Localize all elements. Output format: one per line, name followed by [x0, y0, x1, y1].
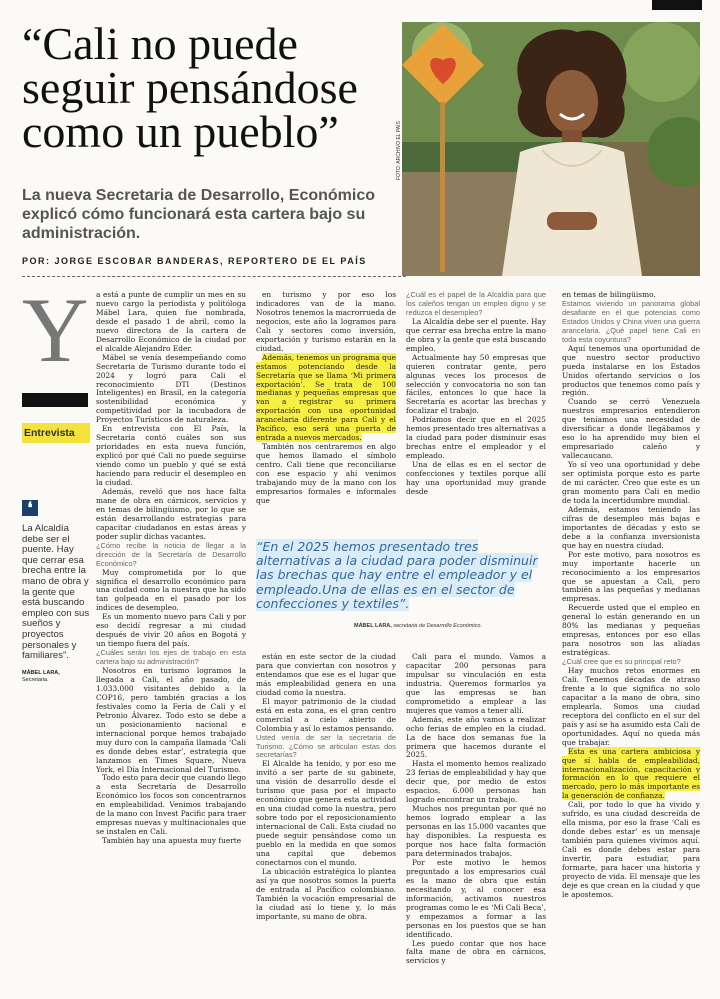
- article-paragraph: Podríamos decir que en el 2025 hemos presentado tres alternativas a la ciudad para poder disminuir esas brechas entre el empleador y el empleado.: [406, 415, 546, 461]
- article-paragraph: están en este sector de la ciudad para que conviertan con nosotros y entendamos que ese es el lugar que más empleabilidad genera en una ciudad como la nuestra.: [256, 652, 396, 697]
- article-paragraph: Yo sí veo una oportunidad y debe ser optimista porque esto es parte de mi carácter. Creo que este es un gran momento para Cali en medio de toda la incertidumbre mundial.: [562, 460, 700, 505]
- pull-quote-name: MÁBEL LARA,: [354, 623, 392, 629]
- article-paragraph: Es un momento nuevo para Cali y por eso decidí regresar a mi ciudad después de vivir 20 años en Bogotá y un tiempo fuera del país.: [96, 612, 246, 649]
- article-paragraph: Recuerde usted que el empleo en general lo están generando en un 80% las medianas y pequeñas empresas, entonces por eso ellas para nosotros son las aliadas estratégicas.: [562, 603, 700, 658]
- article-paragraph: a está a punte de cumplir un mes en su nuevo cargo la periodista y politóloga Mábel Lara, quien fue nombrada, desde el pasado 1 de abril, como la nuevo directora de la cartera de Desarrollo Económico de la ciudad por el alcalde Alejandro Eder.: [96, 290, 246, 353]
- article-paragraph: [256, 354, 396, 444]
- article-paragraph: Además, estamos teniendo las cifras de desempleo más bajas e importantes de décadas y esto se debe a la confianza inversionista que hay en nuestra ciudad.: [562, 504, 700, 550]
- sidebar-attribution: [22, 670, 92, 684]
- portrait-photo: [402, 22, 700, 276]
- article-paragraph: en temas de bilingüismo.: [562, 290, 656, 299]
- article-paragraph: Muy comprometida por lo que significa el desarrollo económico para una ciudad como la nuestra que ha sido tan golpeada en el pasado por los índices de desempleo.: [96, 567, 246, 613]
- article-paragraph: Cali, por todo lo que ha vivido y sufrido, es una ciudad descreída de ella misma, por eso la frase ‘Cali es donde debes estar’ es un mensaje también para quienes vivimos aquí. Cali es donde debes estar para invertir, para estudiar, para formarte, para hacer una historia y proyecto de vida. El mensaje que les deje es que crean en la ciudad y que le apostemos.: [562, 800, 700, 899]
- article-paragraph: Hasta el momento hemos realizado 23 ferias de empleabilidad y hay que decir que, por medio de estos espacios, 6.000 personas han logrado encontrar un trabajo.: [406, 759, 546, 805]
- article-paragraph: Mábel se venía desempeñando como Secretaria de Turismo durante todo el 2024 y logró para Cali el reconocimiento DTI (Destinos Inteligentes) en Brasil, en la categoría sostenibilidad económica y competitividad por la incubadora de Proyectos Turísticos de naturaleza.: [96, 352, 246, 425]
- column-3-bottom: [406, 653, 546, 966]
- article-paragraph: El Alcalde ha tenido, y por eso me invitó a ser parte de su gabinete, una visión de desarrollo desde el turismo que pasa por el impacto económico que genera esta actividad en una ciudad como la nuestra, pero sobre todo por el reposicionamiento internacional de Cali. Esta ciudad no puede seguir pensándose como un pueblo en la medida en que somos una capital que debemos conectarnos con el mundo.: [256, 759, 396, 867]
- article-paragraph: Por este motivo le hemos preguntado a los empresarios cuál es la mano de obra que están necesitando y, al conocer esa información, activamos nuestros programas como le es ‘Mi Cali Beca’, y empezamos a formar a las personas en los puestos que se han identificado.: [406, 857, 546, 939]
- article-paragraph: Una de ellas es en el sector de confecciones y textiles porque allí hay una oportunidad muy grande desde: [406, 460, 546, 496]
- top-bar-decoration: [652, 0, 702, 10]
- pull-quote: [256, 540, 556, 611]
- byline: POR: JORGE ESCOBAR BANDERAS, REPORTERO DE EL PAÍS: [22, 256, 367, 266]
- pull-quote-text: “En el 2025 hemos presentado tres alternativas a la ciudad para poder disminuir las brechas que hay entre el empleador y el empleado.Una de ellas es en el sector de confecciones y textiles”.: [256, 539, 538, 611]
- article-paragraph: [562, 748, 700, 802]
- article-paragraph: La ubicación estratégica lo plantea así ya que nosotros somos la puerta de entrada al Pacífico colombiano. También la vocación empresarial de la ciudad así lo tiene y, lo más importante, su mano de obra.: [256, 866, 396, 921]
- article-paragraph: Además, este año vamos a realizar ocho ferias de empleo en la ciudad. La de hace dos semanas fue la primera que hacemos durante el 2025.: [406, 714, 546, 760]
- highlighted-text: Además, tenemos un programa que estamos potenciando desde la Secretaría que se llama ‘Mi primera exportación’. Se trata de 100 medianas y pequeñas empresas que van a registrar su primera exportación con una oportunidad arancelaria diferente para Cali y el Pacífico, eso será una puerta de entrada a nuevos mercados.: [256, 352, 396, 443]
- interview-question: Usted venía de ser la secretaria de Turismo. ¿Cómo se articulan estas dos secretarías?: [256, 732, 396, 760]
- article-paragraph: Nosotros en turismo logramos la llegada a Cali, el año pasado, de 1.033.000 visitantes debido a la COP16, pero también gracias a los festivales como la Feria de Cali y el Petronio Álvarez. Todo esto se debe a un posicionamiento nacional e internacional porque hemos trabajado muy duro con la campaña llamada ‘Cali es donde debes estar’, estrategia que lanzamos en Times Square, Nueva York, el Día Internacional del Turismo.: [96, 666, 246, 774]
- column-1: [96, 291, 246, 846]
- article-paragraph: Les puedo contar que nos hace falta mane de obra en cárnicos, servicios y: [406, 938, 546, 966]
- article-paragraph: También nos centraremos en algo que hemos llamado el símbolo centro. Cali tiene que reconciliarse con ese espacio y ahí venimos trabajando muy de la mano con los empresarios formales e informales que: [256, 442, 396, 505]
- article-paragraph: También hay una apuesta muy fuerte: [102, 836, 242, 846]
- article-paragraph: Por este motivo, para nosotros es muy importante hacerle un reconocimiento a los empresarios que se apuestan a Cali, pero también a las pequeñas y medianas empresas.: [562, 549, 700, 604]
- sidebar-name: MÁBEL LARA,: [22, 669, 60, 676]
- article-paragraph: Actualmente hay 50 empresas que quieren contratar gente, pero algunas veces los procesos de selección y convocatoria no son tan fáciles, entonces lo que hace la Secretaría es acortar las brechas y focalizar el trabajo.: [406, 352, 546, 416]
- sidebar-quote-box: [22, 500, 92, 684]
- article-paragraph: En entrevista con El País, la Secretaria contó cuáles son sus prioridades en esta nueva función, explicó por qué Cali no puede seguirse viendo como un pueblo y qué se está haciendo para reducir el desempleo en la ciudad.: [96, 424, 246, 488]
- article-paragraph: La Alcaldía debe ser el puente. Hay que cerrar esa brecha entre la mano de obra y la gente que está buscando empleo.: [406, 316, 546, 353]
- interview-question: Estamos viviendo un panorama global desafiante en el que potencias como Estados Unidos y China viven una guerra arancelaria. ¿Qué papel tiene Cali en toda esta coyuntura?: [562, 298, 700, 344]
- deck-subtitle: La nueva Secretaria de Desarrollo, Económico explicó cómo funcionará esta cartera bajo su administración.: [22, 187, 376, 242]
- sidebar-quote: La Alcaldía debe ser el puente. Hay que cerrar esa brecha entre la mano de obra y la gente que está buscando empleo con sus sueños y proyectos personales y familiares”.: [22, 523, 90, 662]
- interview-question: ¿Cuáles serán los ejes de trabajo en esta cartera bajo su administración?: [96, 648, 246, 667]
- pull-quote-attribution: [354, 623, 482, 629]
- section-tag-bar: [22, 393, 88, 407]
- section-tag: Entrevista: [22, 423, 90, 443]
- highlighted-text: Esta es una cartera ambiciosa y que sí habla de empleabilidad, internacionalización, capacitación y formación en lo que requiere el mercado, pero lo más importante es la generación de confianza.: [562, 746, 700, 801]
- sidebar-role: Secretaria.: [22, 676, 49, 683]
- article-paragraph: Aquí tenemos una oportunidad de que nuestro sector productivo pueda instalarse en los Estados Unidos ofertando servicios o los productos que tenemos como país y región.: [562, 343, 700, 398]
- article-paragraph: Todo esto para decir que cuando llego a esta Secretaría de Desarrollo Económico los focos son concentrarnos en empleabilidad. Venimos trabajando de la mano con Invest Pacific para traer empresas nuevas y multinacionales que se instalen en Cali.: [96, 773, 246, 837]
- column-3-top: [406, 291, 546, 497]
- headline: “Cali no puede seguir pensándose como un pueblo”: [22, 18, 358, 157]
- article-paragraph: Cuando se cerró Venezuela nuestros empresarios entendieron que teníamos una necesidad de diversificar a donde llegábamos y eso lo ha aprendido muy bien el empresariado caleño y vallecaucano.: [562, 397, 700, 461]
- interview-question: ¿Cómo recibe la noticia de llegar a la dirección de la Secretaría de Desarrollo Económico?: [96, 540, 246, 568]
- interview-question: ¿Cuál es el papel de la Alcaldía para que los caleños tengan un empleo digno y se reduzca el desempleo?: [406, 290, 546, 317]
- drop-cap: Y: [22, 279, 89, 381]
- photo-credit: FOTO: ARCHIVO EL PAÍS: [396, 121, 402, 180]
- portrait-illustration: [402, 22, 700, 276]
- column-2-bottom: [256, 653, 396, 922]
- article-paragraph: en turismo y por eso los indicadores van de la mano. Nosotros tenemos la macrorrueda de negocios, este año la logramos para Cali y sectores como inversión, exportación y turismo estarán en la ciudad.: [256, 290, 396, 353]
- byline-divider: [22, 276, 406, 278]
- interview-question: ¿Cuál cree que es su principal reto?: [562, 657, 681, 667]
- article-paragraph: Cali para el mundo. Vamos a capacitar 200 personas para impulsar su vinculación en esta industria. Queremos formarlos ya que las empresas se han comprometido a emplear a las mujeres que vamos a tener allí.: [406, 652, 546, 715]
- quote-icon: ❛: [22, 500, 38, 516]
- article-paragraph: El mayor patrimonio de la ciudad está en esta zona, es el gran centro comercial a cielo abierto de Colombia y así lo estamos pensando.: [256, 696, 396, 733]
- article-paragraph: Además, reveló que nos hace falta mane de obra en cárnicos, servicios y en temas de bilingüismo, por lo que se están desarrollando estrategias para capacitar ciudadanos en estas áreas y poder suplir dichas vacantes.: [96, 486, 246, 541]
- column-4: [562, 291, 700, 900]
- article-paragraph: Muchos nos preguntan por qué no hemos logrado emplear a las personas en las 15.000 vacantes que hay disponibles. La respuesta es porque nos hace falta formación para determinados trabajos.: [406, 804, 546, 858]
- pull-quote-role: secretaria de Desarrollo Económico.: [393, 623, 482, 629]
- article-paragraph: Hay muchos retos enormes en Cali. Tenemos décadas de atraso frente a lo que significa no solo capacitar a la mano de obra, sino emplearla. Somos una ciudad receptora del conflicto en el sur del país y así se ha asumido esta Cali de oportunidades. Aquí no queda más que trabajar.: [562, 666, 700, 747]
- column-2-top: [256, 291, 396, 506]
